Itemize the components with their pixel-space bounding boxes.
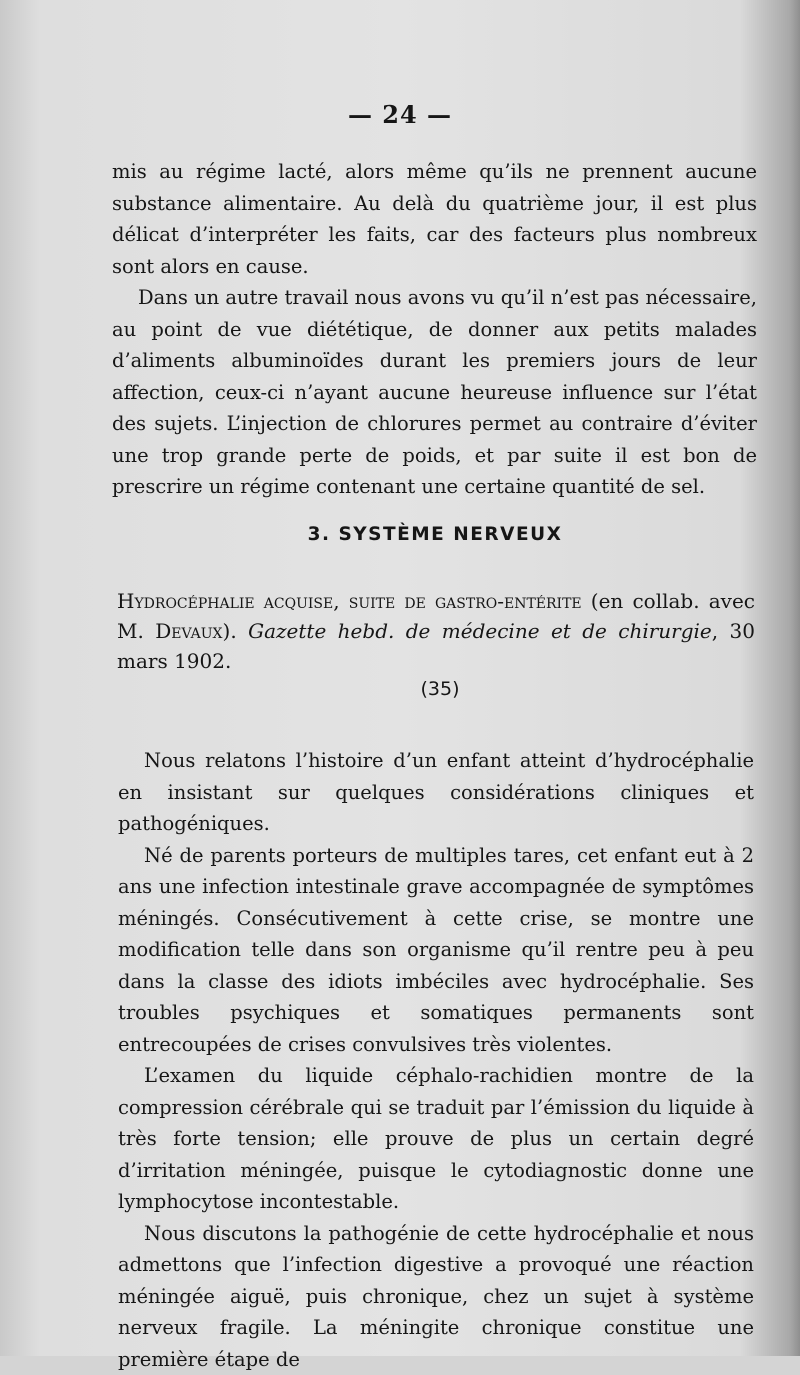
entry-number: (35) — [0, 678, 800, 700]
body-paragraph-1: Nous relatons l’histoire d’un enfant atteint d’hydrocéphalie en insistant sur quelques considérations cliniques et pathogéniques. — [118, 745, 754, 840]
body-text — [118, 745, 754, 1375]
page-number: — 24 — — [0, 100, 800, 129]
reference-journal: Gazette hebd. de médecine et de chirurgie — [248, 619, 712, 643]
intro-paragraph-2: Dans un autre travail nous avons vu qu’il n’est pas nécessaire, au point de vue diététique, de donner aux petits malades d’aliments albuminoïdes durant les premiers jours de leur affection, ceux-ci n’ayant aucune heureuse influence sur l’état des sujets. L’injection de chlorures permet au contraire d’éviter une trop grande perte de poids, et par suite il est bon de prescrire un régime contenant une certaine quantité de sel. — [112, 282, 757, 503]
reference-collab-prefix: (en collab. avec M. — [117, 589, 755, 643]
section-heading: 3. SYSTÈME NERVEUX — [0, 524, 800, 545]
bibliographic-reference — [117, 586, 755, 676]
body-paragraph-2: Né de parents porteurs de multiples tares, cet enfant eut à 2 ans une infection intestinale grave accompagnée de symptômes méningés. Consécutivement à cette crise, se montre une modification telle dans son organisme qu’il rentre peu à peu dans la classe des idiots imbéciles avec hydrocéphalie. Ses troubles psychiques et somatiques permanents sont entrecoupées de crises convulsives très violentes. — [118, 840, 754, 1061]
reference-title: Hydrocéphalie acquise, suite de gastro-entérite — [117, 589, 582, 613]
reference-collab-suffix: ). — [223, 619, 249, 643]
intro-paragraph-1: mis au régime lacté, alors même qu’ils ne prennent aucune substance alimentaire. Au delà du quatrième jour, il est plus délicat d’interpréter les faits, car des facteurs plus nombreux sont alors en cause. — [112, 156, 757, 282]
intro-text — [112, 156, 757, 503]
reference-collaborator: Devaux — [155, 619, 222, 643]
body-paragraph-4: Nous discutons la pathogénie de cette hydrocéphalie et nous admettons que l’infection digestive a provoqué une réaction méningée aiguë, puis chronique, chez un sujet à système nerveux fragile. La méningite chronique constitue une première étape de — [118, 1218, 754, 1375]
body-paragraph-3: L’examen du liquide céphalo-rachidien montre de la compression cérébrale qui se traduit par l’émission du liquide à très forte tension; elle prouve de plus un certain degré d’irritation méningée, puisque le cytodiagnostic donne une lymphocytose incontestable. — [118, 1060, 754, 1218]
reference-date: , 30 mars 1902. — [117, 619, 755, 673]
